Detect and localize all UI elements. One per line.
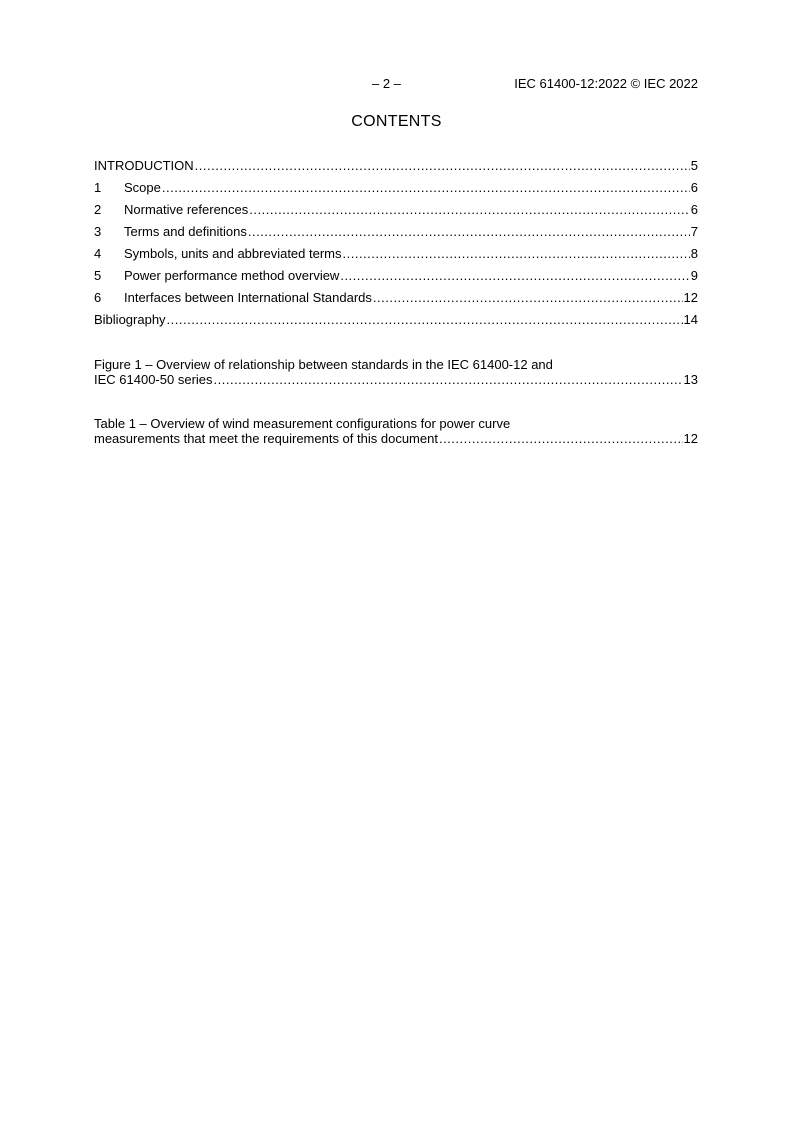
toc-entry-scope[interactable] bbox=[94, 177, 698, 199]
leader-dots bbox=[340, 265, 689, 287]
toc-number: 4 bbox=[94, 246, 102, 261]
toc-entry-introduction[interactable] bbox=[94, 155, 698, 177]
toc-label: Normative references bbox=[124, 202, 249, 217]
table-list-entry[interactable] bbox=[94, 416, 698, 446]
document-id: IEC 61400-12:2022 © IEC 2022 bbox=[514, 76, 698, 91]
toc-number: 6 bbox=[94, 290, 102, 305]
toc-label: Terms and definitions bbox=[124, 224, 247, 239]
page-title: CONTENTS bbox=[351, 113, 442, 130]
page-number: – 2 – bbox=[372, 76, 401, 91]
figure-list-entry[interactable] bbox=[94, 357, 698, 387]
toc-page: 6 bbox=[690, 202, 698, 217]
toc-label: Interfaces between International Standards bbox=[124, 290, 372, 305]
leader-dots bbox=[439, 431, 683, 446]
leader-dots bbox=[249, 199, 689, 221]
toc-label: Bibliography bbox=[94, 312, 166, 327]
leader-dots bbox=[373, 287, 683, 309]
leader-dots bbox=[214, 372, 683, 387]
page-header bbox=[0, 76, 793, 94]
leader-dots bbox=[162, 177, 690, 199]
toc-page: 7 bbox=[690, 224, 698, 239]
toc-page: 12 bbox=[683, 290, 698, 305]
toc-page: 9 bbox=[690, 268, 698, 283]
leader-dots bbox=[248, 221, 690, 243]
table-caption-line1: Table 1 – Overview of wind measurement configurations for power curve bbox=[94, 416, 511, 431]
table-caption-line2: measurements that meet the requirements of this document bbox=[94, 431, 438, 446]
toc-entry-terms-and-definitions[interactable] bbox=[94, 221, 698, 243]
toc-label: Power performance method overview bbox=[124, 268, 340, 283]
figure-caption-line1: Figure 1 – Overview of relationship between standards in the IEC 61400-12 and bbox=[94, 357, 553, 372]
toc-page: 6 bbox=[690, 180, 698, 195]
toc-entry-normative-references[interactable] bbox=[94, 199, 698, 221]
toc-number: 2 bbox=[94, 202, 102, 217]
toc-entry-bibliography[interactable] bbox=[94, 309, 698, 331]
toc-label: INTRODUCTION bbox=[94, 158, 194, 173]
toc-number: 3 bbox=[94, 224, 102, 239]
toc-entry-interfaces[interactable] bbox=[94, 287, 698, 309]
toc-label: Symbols, units and abbreviated terms bbox=[124, 246, 342, 261]
figure-caption-line2: IEC 61400-50 series bbox=[94, 372, 213, 387]
leader-dots bbox=[195, 155, 690, 177]
toc-entry-power-performance[interactable] bbox=[94, 265, 698, 287]
leader-dots bbox=[167, 309, 683, 331]
toc-page: 8 bbox=[690, 246, 698, 261]
toc-number: 1 bbox=[94, 180, 102, 195]
toc-entry-symbols[interactable] bbox=[94, 243, 698, 265]
table-of-contents bbox=[94, 155, 698, 331]
toc-page: 14 bbox=[683, 312, 698, 327]
toc-page: 5 bbox=[690, 158, 698, 173]
toc-label: Scope bbox=[124, 180, 161, 195]
toc-number: 5 bbox=[94, 268, 102, 283]
figure-page: 13 bbox=[683, 372, 698, 387]
table-page: 12 bbox=[683, 431, 698, 446]
leader-dots bbox=[343, 243, 690, 265]
